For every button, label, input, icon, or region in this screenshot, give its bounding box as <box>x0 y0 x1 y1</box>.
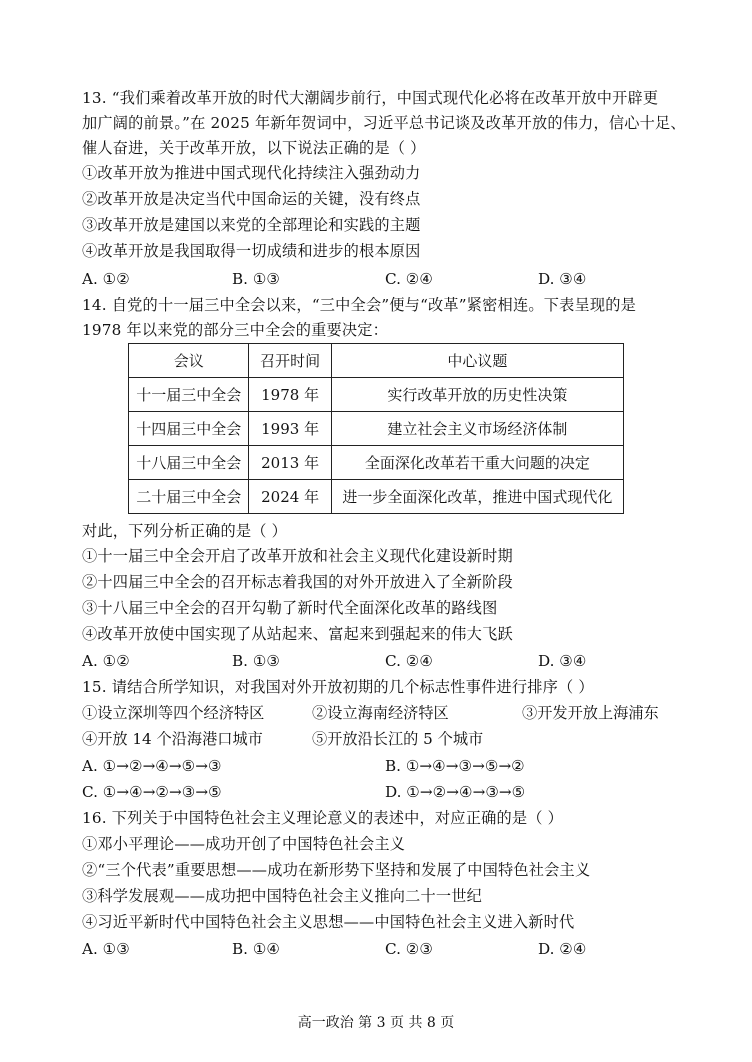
table-cell: 十四届三中全会 <box>129 412 249 446</box>
page-footer: 高一政治 第 3 页 共 8 页 <box>297 1015 455 1031</box>
q14-table <box>128 343 624 514</box>
q13-option-b[interactable]: B. ①③ <box>232 270 281 288</box>
q13-options <box>82 269 682 289</box>
table-row <box>129 378 624 412</box>
table-cell: 十一届三中全会 <box>129 378 249 412</box>
table-header-cell: 召开时间 <box>249 344 331 378</box>
q13-option-d[interactable]: D. ③④ <box>538 270 587 288</box>
q14-stem-line-2: 1978 年以来党的部分三中全会的重要决定： <box>82 321 389 339</box>
q16-item-4: ④习近平新时代中国特色社会主义思想——中国特色社会主义进入新时代 <box>82 913 575 931</box>
q16-option-a[interactable]: A. ①③ <box>82 940 130 958</box>
q14-option-b[interactable]: B. ①③ <box>232 652 281 670</box>
table-header-cell: 中心议题 <box>331 344 623 378</box>
q15-option-a[interactable]: A. ①→②→④→⑤→③ <box>82 757 222 775</box>
table-row <box>129 446 624 480</box>
q15-event-5: ⑤开放沿长江的 5 个城市 <box>312 730 484 748</box>
q14-option-c[interactable]: C. ②④ <box>385 652 433 670</box>
q16-item-1: ①邓小平理论——成功开创了中国特色社会主义 <box>82 835 406 853</box>
table-cell: 2013 年 <box>249 446 331 480</box>
q14-prompt: 对此，下列分析正确的是（ ） <box>82 522 288 540</box>
table-cell: 1978 年 <box>249 378 331 412</box>
q14-option-a[interactable]: A. ①② <box>82 652 130 670</box>
q16-item-2: ②“三个代表”重要思想——成功在新形势下坚持和发展了中国特色社会主义 <box>82 861 591 879</box>
q14-option-d[interactable]: D. ③④ <box>538 652 587 670</box>
table-cell: 1993 年 <box>249 412 331 446</box>
q15-options-row-2 <box>82 782 682 802</box>
q15-event-2: ②设立海南经济特区 <box>312 704 449 722</box>
q14-options <box>82 651 682 671</box>
q15-stem: 15. 请结合所学知识，对我国对外开放初期的几个标志性事件进行排序（ ） <box>82 678 594 696</box>
table-cell: 十八届三中全会 <box>129 446 249 480</box>
q13-option-a[interactable]: A. ①② <box>82 270 130 288</box>
q14-item-1: ①十一届三中全会开启了改革开放和社会主义现代化建设新时期 <box>82 547 513 565</box>
q16-options <box>82 939 682 959</box>
q15-option-b[interactable]: B. ①→④→③→⑤→② <box>385 757 525 775</box>
q16-item-3: ③科学发展观——成功把中国特色社会主义推向二十一世纪 <box>82 887 483 905</box>
q16-option-d[interactable]: D. ②④ <box>538 940 587 958</box>
q13-item-3: ③改革开放是建国以来党的全部理论和实践的主题 <box>82 216 421 234</box>
q13-item-1: ①改革开放为推进中国式现代化持续注入强劲动力 <box>82 164 421 182</box>
q16-option-c[interactable]: C. ②③ <box>385 940 433 958</box>
table-header-cell: 会议 <box>129 344 249 378</box>
table-cell: 实行改革开放的历史性决策 <box>331 378 623 412</box>
q14-item-4: ④改革开放使中国实现了从站起来、富起来到强起来的伟大飞跃 <box>82 625 513 643</box>
table-row <box>129 412 624 446</box>
q15-event-3: ③开发开放上海浦东 <box>522 704 659 722</box>
q13-stem-line-2: 加广阔的前景。”在 2025 年新年贺词中，习近平总书记谈及改革开放的伟力，信心十足、 <box>82 114 686 132</box>
q15-event-4: ④开放 14 个沿海港口城市 <box>82 730 263 748</box>
q13-option-c[interactable]: C. ②④ <box>385 270 433 288</box>
q13-stem-line-3: 催人奋进，关于改革开放，以下说法正确的是（ ） <box>82 139 426 157</box>
q15-options-row-1 <box>82 756 682 776</box>
q15-events-row-1 <box>82 703 682 723</box>
q15-option-c[interactable]: C. ①→④→②→③→⑤ <box>82 783 222 801</box>
q14-item-3: ③十八届三中全会的召开勾勒了新时代全面深化改革的路线图 <box>82 599 498 617</box>
q15-events-row-2 <box>82 729 682 749</box>
q14-item-2: ②十四届三中全会的召开标志着我国的对外开放进入了全新阶段 <box>82 573 513 591</box>
q13-item-4: ④改革开放是我国取得一切成绩和进步的根本原因 <box>82 242 421 260</box>
q13-item-2: ②改革开放是决定当代中国命运的关键，没有终点 <box>82 190 421 208</box>
q16-option-b[interactable]: B. ①④ <box>232 940 281 958</box>
table-cell: 2024 年 <box>249 480 331 514</box>
q16-stem: 16. 下列关于中国特色社会主义理论意义的表述中，对应正确的是（ ） <box>82 809 564 827</box>
table-cell: 建立社会主义市场经济体制 <box>331 412 623 446</box>
q15-option-d[interactable]: D. ①→②→④→③→⑤ <box>385 783 526 801</box>
q15-event-1: ①设立深圳等四个经济特区 <box>82 704 265 722</box>
table-cell: 二十届三中全会 <box>129 480 249 514</box>
table-cell: 进一步全面深化改革，推进中国式现代化 <box>331 480 623 514</box>
table-row <box>129 480 624 514</box>
table-header-row <box>129 344 624 378</box>
q14-stem-line-1: 14. 自党的十一届三中全会以来，“三中全会”便与“改革”紧密相连。下表呈现的是 <box>82 296 637 314</box>
q13-stem-line-1: 13. “我们乘着改革开放的时代大潮阔步前行，中国式现代化必将在改革开放中开辟更 <box>82 89 659 107</box>
table-cell: 全面深化改革若干重大问题的决定 <box>331 446 623 480</box>
